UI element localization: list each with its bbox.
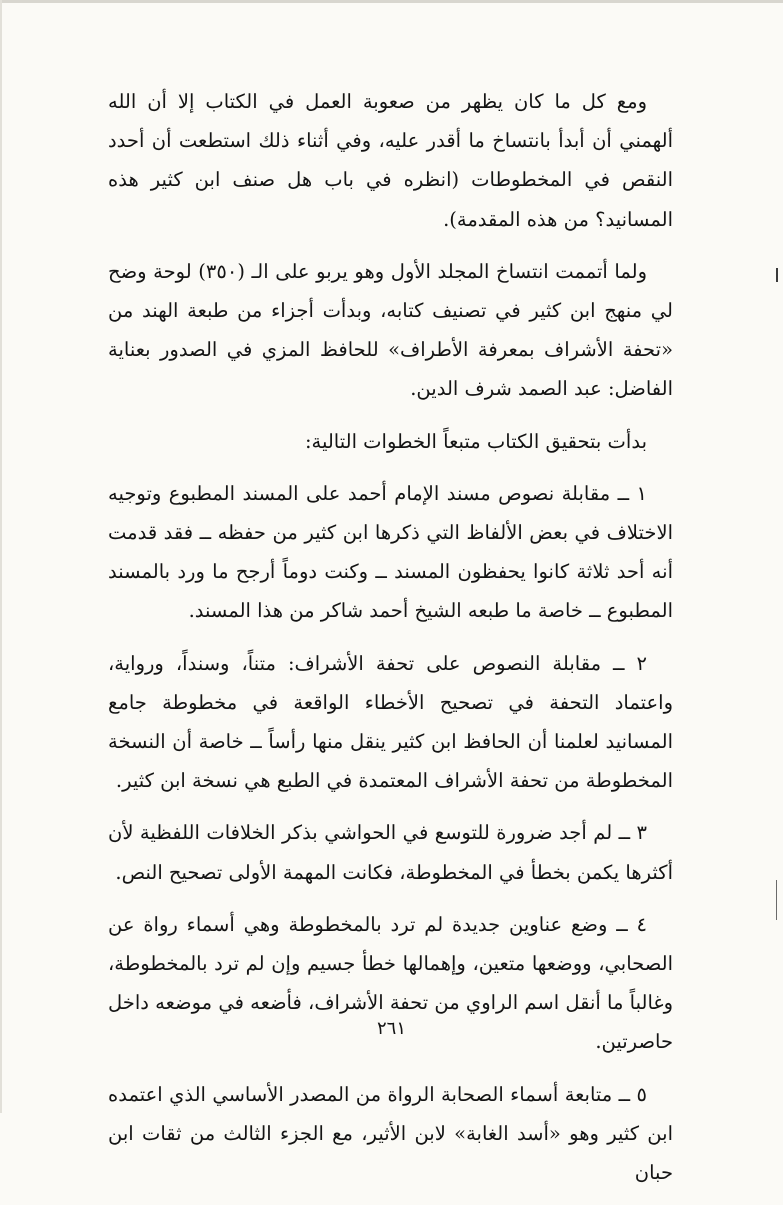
paragraph-intro: ومع كل ما كان يظهر من صعوبة العمل في الكتاب إلا أن الله ألهمني أن أبدأ بانتساخ ما أقدر عليه، وفي أثناء ذلك استطعت أن أحدد النقص في المخطوطات (انظره في باب هل صنف ابن كثير هذه المسانيد؟ من هذه المقدمة). (108, 90, 673, 231)
margin-mark (776, 880, 777, 920)
paragraph-steps-heading: بدأت بتحقيق الكتاب متبعاً الخطوات التالية: (304, 429, 647, 453)
step-4: ٤ ــ وضع عناوين جديدة لم ترد بالمخطوطة وهي أسماء رواة عن الصحابي، ووضعها متعين، وإهمالها خطأ جسيم وإن لم ترد بالمخطوطة، وغالباً ما أنقل اسم الراوي من تحفة الأشراف، فأضعه في موضعه داخل حاصرتين. (108, 912, 673, 1054)
step-2: ٢ ــ مقابلة النصوص على تحفة الأشراف: متناً، وسنداً، ورواية، واعتماد التحفة في تصحيح الأخطاء الواقعة في مخطوطة جامع المسانيد لعلمنا أن الحافظ ابن كثير ينقل منها رأساً ــ خاصة أن النسخة المخطوطة من تحفة الأشراف المعتمدة في الطبع هي نسخة ابن كثير. (108, 651, 673, 793)
page-left-edge (0, 0, 2, 1113)
margin-mark (776, 268, 778, 282)
page-number: ٢٦١ (376, 1018, 406, 1039)
page-top-edge (0, 0, 783, 3)
paragraph-first-volume: ولما أتممت انتساخ المجلد الأول وهو يربو على الـ (٣٥٠) لوحة وضح لي منهج ابن كثير في تصنيف كتابه، وبدأت أجزاء من طبعة الهند من «تحفة الأشراف بمعرفة الأطراف» للحافظ المزي في الصدور بعناية الفاضل: عبد الصمد شرف الدين. (108, 259, 673, 401)
step-1: ١ ــ مقابلة نصوص مسند الإمام أحمد على المسند المطبوع وتوجيه الاختلاف في بعض الألفاظ التي ذكرها ابن كثير من حفظه ــ فقد قدمت أنه أحد ثلاثة كانوا يحفظون المسند ــ وكنت دوماً أرجح ما ورد بالمسند المطبوع ــ خاصة ما طبعه الشيخ أحمد شاكر من هذا المسند. (108, 481, 673, 623)
step-5: ٥ ــ متابعة أسماء الصحابة الرواة من المصدر الأساسي الذي اعتمده ابن كثير وهو «أسد الغابة» لابن الأثير، مع الجزء الثالث من ثقات ابن حبان (108, 1082, 673, 1185)
step-3: ٣ ــ لم أجد ضرورة للتوسع في الحواشي بذكر الخلافات اللفظية لأن أكثرها يكمن بخطأ في المخطوطة، فكانت المهمة الأولى تصحيح النص. (108, 821, 673, 884)
